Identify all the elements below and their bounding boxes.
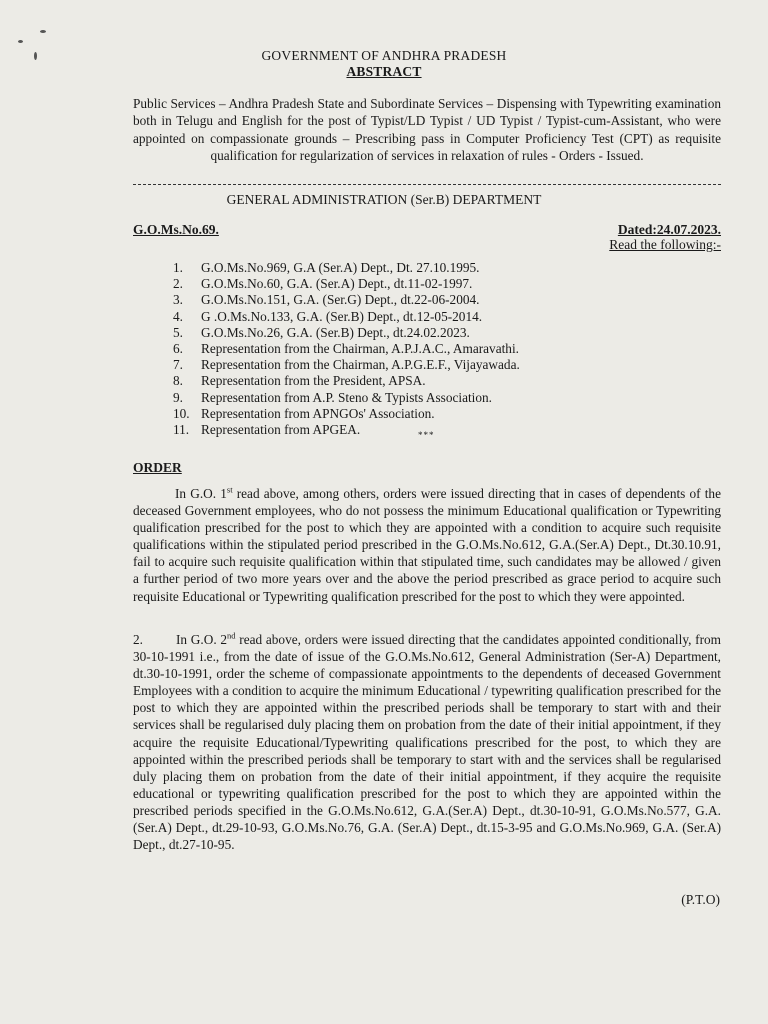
reference-text: Representation from APGEA. [201, 422, 361, 438]
read-following-label: Read the following:- [609, 237, 721, 252]
reference-item [173, 390, 520, 406]
paragraph-text: read above, among others, orders were issued directing that in cases of dependents of the deceased Government employees, who do not possess the minimum Educational qualification or Typewriting qualification prescribed for the post to which they are appointed with a condition to acquire such requisite qualifications within the stipulated period prescribed in the G.O.Ms.No.612, G.A.(Ser.A) Dept., Dt.30.10.91, fail to acquire such requisite qualification within that stipulated time, such candidates may be allowed / given a further period of two more years over and the above the period prescribed as grace period to acquire such requisite Educational or Typewriting qualification prescribed for the post to which they were appointed. [133, 486, 721, 604]
scan-speck [18, 40, 23, 43]
reference-number: 1. [173, 260, 183, 275]
subject-text: Public Services – Andhra Pradesh State and Subordinate Services – Dispensing with Typewriting examination both in Telugu and English for the post of Typist/LD Typist / UD Typist / Typist-cum-Assistant, who were appointed on compassionate grounds – Prescribing pass in Computer Proficiency Test (CPT) as requisite qualification for regularization of services in relaxation of rules - Orders - Issued. [133, 96, 721, 164]
go-number: G.O.Ms.No.69. [133, 222, 219, 237]
government-heading: GOVERNMENT OF ANDHRA PRADESH [261, 48, 507, 63]
reference-item [173, 260, 520, 276]
reference-number: 10. [173, 405, 190, 421]
reference-number: 8. [173, 373, 183, 389]
abstract-title: ABSTRACT [346, 64, 422, 79]
reference-item [173, 325, 520, 341]
paragraph-text: In G.O. 1 [175, 486, 227, 501]
reference-item [173, 309, 520, 325]
reference-text: G .O.Ms.No.133, G.A. (Ser.B) Dept., dt.12-05-2014. [201, 308, 483, 324]
reference-number: 2. [173, 276, 183, 292]
reference-text: Representation from APNGOs' Association. [201, 405, 435, 421]
order-paragraph-2 [133, 631, 721, 853]
ordinal-suffix: st [226, 484, 233, 495]
pto-label: (P.T.O) [681, 892, 720, 907]
reference-item [173, 276, 520, 292]
reference-number: 4. [173, 308, 183, 324]
dashed-divider [133, 184, 721, 185]
reference-text: G.O.Ms.No.969, G.A (Ser.A) Dept., Dt. 27.10.1995. [201, 260, 480, 275]
paragraph-text: read above, orders were issued directing that the candidates appointed conditionally, from 30-10-1991 i.e., from the date of issue of the G.O.Ms.No.612, General Administration (Ser-A) Department, dt.30-10-1991, order the scheme of compassionate appointments to the dependents of deceased Government Employees with a condition to acquire the minimum Educational / typewriting qualification prescribed for the post to which they are appointed within the prescribed periods shall be temporary to start with and their services shall be regularised duly placing them on probation from the date of their initial appointment, if they acquire the requisite Educational/Typewriting qualifications prescribed for the post, to which they are appointed within the prescribed periods shall be temporary to start with and the services shall be regularised duly placing them on probation from the date of their initial appointment, if they acquire the requisite educational or typewriting qualification prescribed for the post to which they are appointed within the prescribed periods specified in the G.O.Ms.No.612, G.A.(Ser.A) Dept., dt.30-10-91, G.O.Ms.No.577, G.A. (Ser.A) Dept., dt.29-10-93, G.O.Ms.No.76, G.A. (Ser.A) Dept., dt.15-3-95 and G.O.Ms.No.969, G.A. (Ser.A) Dept., dt.27-10-95. [133, 632, 721, 853]
reference-number: 3. [173, 292, 183, 308]
reference-number: 7. [173, 357, 183, 373]
reference-number: 6. [173, 341, 183, 357]
reference-item [173, 292, 520, 308]
reference-item [173, 406, 520, 422]
scan-speck [40, 30, 46, 33]
reference-text: Representation from the Chairman, A.P.J.A.C., Amaravathi. [201, 341, 519, 357]
reference-text: G.O.Ms.No.26, G.A. (Ser.B) Dept., dt.24.02.2023. [201, 324, 470, 340]
reference-item [173, 422, 520, 438]
reference-number: 9. [173, 389, 183, 405]
reference-text: G.O.Ms.No.60, G.A. (Ser.A) Dept., dt.11-02-1997. [201, 276, 473, 292]
reference-text: Representation from A.P. Steno & Typists Association. [201, 389, 492, 405]
order-date: Dated:24.07.2023. [617, 222, 721, 237]
order-paragraph-1 [133, 485, 721, 605]
paragraph-number: 2. [133, 632, 143, 647]
ordinal-suffix: nd [227, 630, 236, 641]
reference-item [173, 341, 520, 357]
order-heading: ORDER [133, 460, 182, 475]
department-heading: GENERAL ADMINISTRATION (Ser.B) DEPARTMENT [226, 192, 542, 207]
paragraph-text: In G.O. 2 [176, 632, 228, 647]
separator-stars: *** [418, 430, 435, 440]
reference-text: Representation from the Chairman, A.P.G.E.F., Vijayawada. [201, 357, 520, 373]
reference-number: 11. [173, 422, 190, 438]
reference-text: Representation from the President, APSA. [201, 373, 426, 389]
reference-list [173, 260, 520, 438]
reference-item [173, 373, 520, 389]
reference-number: 5. [173, 324, 183, 340]
reference-item [173, 357, 520, 373]
reference-text: G.O.Ms.No.151, G.A. (Ser.G) Dept., dt.22-06-2004. [201, 292, 480, 308]
